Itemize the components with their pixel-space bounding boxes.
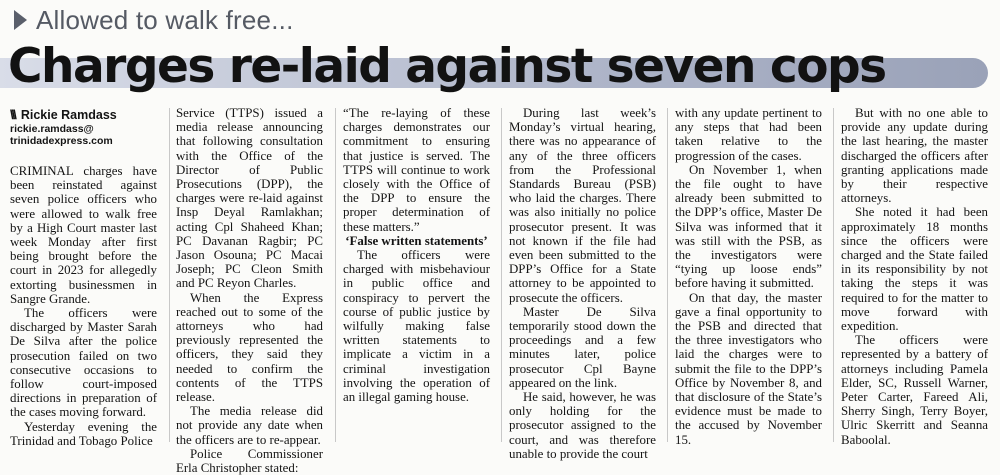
paragraph: On November 1, when the file ought to have already been submitted to the DPP’s office, Master De Silva was informed that it was still with the PSB, as the investigators were “tying up loose ends” before having it submitted. xyxy=(675,162,822,291)
paragraph: He said, however, he was only holding for the prosecutor assigned to the court, and was therefore unable to provide the court xyxy=(509,390,656,461)
kicker xyxy=(14,4,294,36)
paragraph: But with no one able to provide any update during the last hearing, the master discharged the officers after granting applications made by their respective attorneys. xyxy=(841,106,988,206)
column-divider xyxy=(501,108,502,442)
paragraph: The officers were represented by a battery of attorneys including Pamela Elder, SC, Russell Warner, Peter Carter, Fareed Ali, Sherry Singh, Terry Boyer, Ulric Skerritt and Seanna Baboolal. xyxy=(841,333,988,447)
paragraph: Yesterday evening the Trinidad and Tobago Police xyxy=(10,419,157,448)
byline-slashes-icon: \\\ xyxy=(10,107,15,122)
paragraph: Master De Silva temporarily stood down the proceedings and a few minutes later, police prosecutor Cpl Bayne appeared on the link. xyxy=(509,304,656,390)
paragraph: CRIMINAL charges have been reinstated against seven police officers who were allowed to walk free by a High Court master last week Monday after first being brought before the court in 2023 for allegedly extorting businessmen in Sangre Grande. xyxy=(10,164,157,306)
article-column-2 xyxy=(176,106,323,475)
paragraph: with any update pertinent to any steps that had been taken relative to the progression of the cases. xyxy=(675,106,822,163)
article-column-3 xyxy=(343,106,490,443)
article-column-4 xyxy=(509,106,656,461)
column-divider xyxy=(335,108,336,442)
article-column-6 xyxy=(841,106,988,447)
byline-email[interactable]: rickie.ramdass@ trinidadexpress.com xyxy=(10,123,113,147)
paragraph: During last week’s Monday’s virtual hearing, there was no appearance of any of the three officers from the Professional Standards Bureau (PSB) who laid the charges. There was also initially no police prosecutor present. It was not known if the file had even been submitted to the DPP’s Office for a State attorney to be appointed to prosecute the officers. xyxy=(509,106,656,305)
byline xyxy=(10,107,170,147)
kicker-text: Allowed to walk free... xyxy=(36,4,294,35)
kicker-arrow-icon xyxy=(14,10,27,30)
paragraph: The officers were discharged by Master Sarah De Silva after the police prosecution failed on two consecutive occasions to follow court-imposed directions in preparation of the cases moving forward. xyxy=(10,306,157,420)
column-divider xyxy=(169,108,170,442)
column-divider xyxy=(833,108,834,442)
paragraph: The officers were charged with misbehaviour in public office and conspiracy to pervert the course of public justice by wilfully making false written statements to implicate a victim in a criminal investigation involving the operation of an illegal gaming house. xyxy=(343,248,490,405)
headline: Charges re-laid against seven cops xyxy=(8,39,886,94)
article-column-5 xyxy=(675,106,822,447)
article-column-1 xyxy=(10,164,157,448)
paragraph: Police Commissioner Erla Christopher stated: xyxy=(176,446,323,475)
paragraph: The media release did not provide any date when the officers are to re-appear. xyxy=(176,404,323,447)
paragraph: When the Express reached out to some of the attorneys who had previously represented the officers, they said they needed to confirm the contents of the TTPS release. xyxy=(176,290,323,405)
paragraph: On that day, the master gave a final opportunity to the PSB and directed that the three investigators who laid the charges were to submit the file to the DPP’s Office by November 8, and that disclosure of the State’s evidence must be made to the accused by November 15. xyxy=(675,290,822,447)
byline-name: Rickie Ramdass xyxy=(20,107,117,122)
subheading: ‘False written statements’ xyxy=(345,233,488,248)
headline-block xyxy=(0,38,1000,96)
paragraph: “The re-laying of these charges demonstrates our commitment to ensuring that justice is served. The TTPS will continue to work closely with the Office of the DPP to ensure the proper determination of these matters.” xyxy=(343,106,490,234)
paragraph: She noted it had been approximately 18 months since the officers were charged and the State failed in its responsibility by not taking the steps it was required to for the matter to move forward with expedition. xyxy=(841,205,988,334)
column-divider xyxy=(667,108,668,442)
paragraph: Service (TTPS) issued a media release announcing that following consultation with the Office of the Director of Public Prosecutions (DPP), the charges were re-laid against Insp Deyal Ramlakhan; acting Cpl Shaheed Khan; PC Davanan Ragbir; PC Jason Osouna; PC Macai Joseph; PC Cleon Smith and PC Reyon Charles. xyxy=(176,106,323,291)
